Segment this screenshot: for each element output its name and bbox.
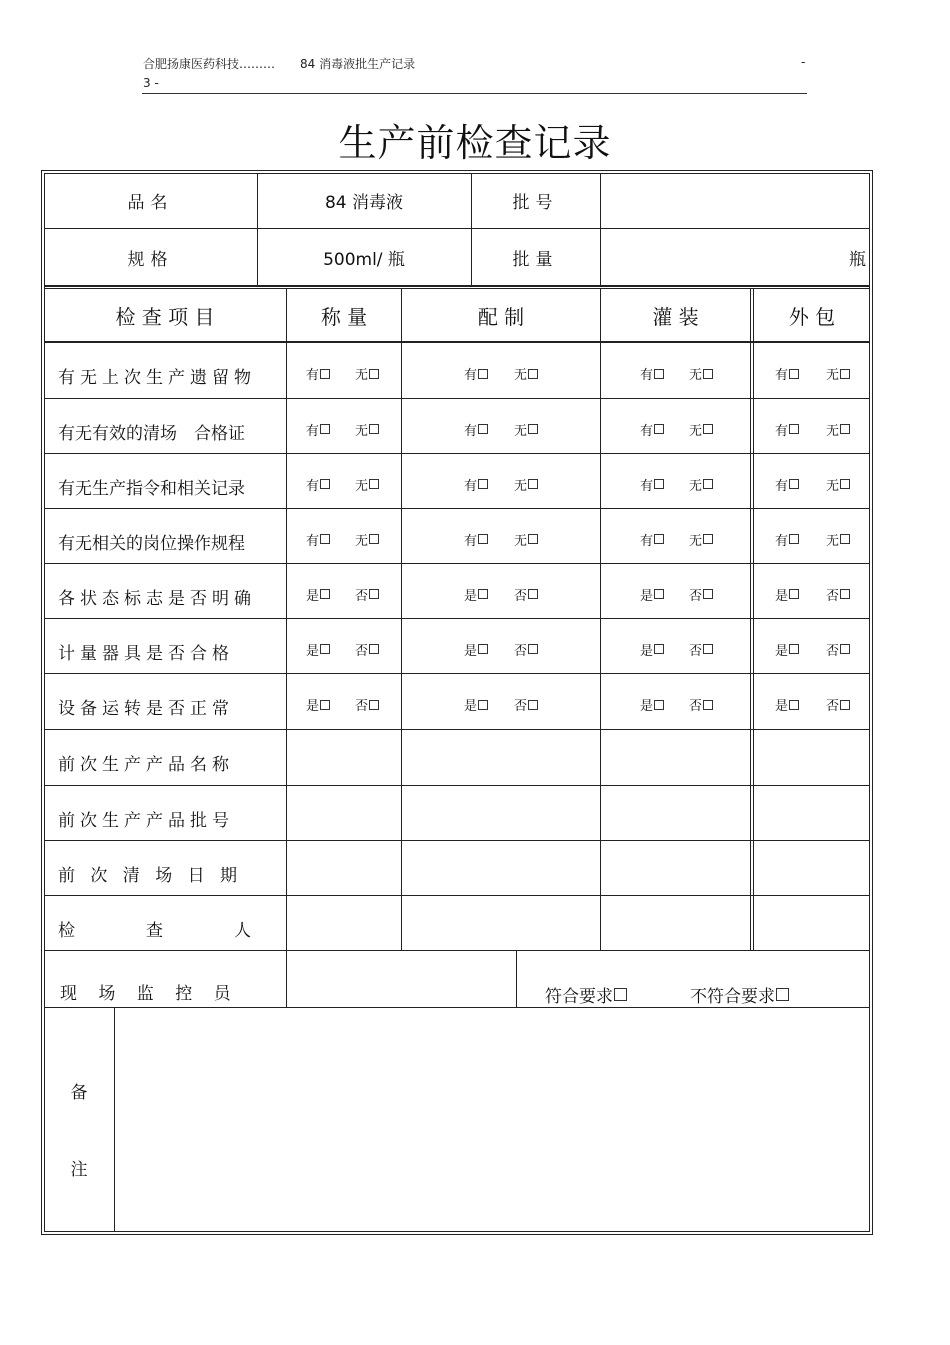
no-checkbox[interactable] xyxy=(510,343,542,398)
batch-quantity-label: 批量 xyxy=(512,249,559,270)
entry-field[interactable] xyxy=(287,841,401,895)
checkbox-square-icon xyxy=(840,644,850,654)
checkbox-square-icon xyxy=(528,534,538,544)
yes-checkbox[interactable] xyxy=(302,509,334,563)
checkbox-label: 是 xyxy=(463,588,477,604)
table-column-divider xyxy=(750,288,751,950)
product-name-label: 品名 xyxy=(127,193,174,213)
yes-checkbox[interactable] xyxy=(771,564,803,618)
checkbox-square-icon xyxy=(320,589,330,599)
no-checkbox[interactable] xyxy=(510,509,542,563)
check-item-label: 有无上次生产遗留物 xyxy=(58,368,256,388)
checkbox-square-icon xyxy=(478,479,488,489)
entry-field[interactable] xyxy=(287,896,401,950)
check-item-label: 前次生产产品名称 xyxy=(58,755,234,775)
page-title: 生产前检查记录 xyxy=(338,121,612,165)
remarks-field[interactable] xyxy=(115,1009,869,1231)
checkbox-label: 是 xyxy=(639,699,653,714)
yes-checkbox[interactable] xyxy=(302,343,334,398)
no-checkbox[interactable] xyxy=(822,509,854,563)
checkbox-square-icon xyxy=(528,479,538,489)
check-item-label: 计量器具是否合格 xyxy=(58,643,234,664)
checkbox-square-icon xyxy=(369,644,379,654)
checkbox-square-icon xyxy=(840,479,850,489)
entry-field[interactable] xyxy=(402,786,600,840)
checkbox-label: 不符合要求 xyxy=(690,987,775,1007)
header-rule xyxy=(142,93,807,94)
check-item-label: 设备运转是否正常 xyxy=(58,699,234,719)
no-checkbox[interactable] xyxy=(685,343,717,398)
checkbox-label: 有 xyxy=(774,368,788,383)
checkbox-label: 有 xyxy=(774,533,788,549)
checkbox-square-icon xyxy=(703,644,713,654)
checkbox-label: 无 xyxy=(825,368,839,383)
checkbox-label: 符合要求 xyxy=(545,987,613,1007)
no-checkbox[interactable] xyxy=(822,343,854,398)
checkbox-square-icon xyxy=(654,534,664,544)
column-header-1: 称 量 xyxy=(320,304,368,329)
checkbox-label: 是 xyxy=(639,643,653,659)
checkbox-square-icon xyxy=(703,369,713,379)
checkbox-square-icon xyxy=(614,988,627,1001)
no-checkbox[interactable] xyxy=(685,619,717,673)
checkbox-square-icon xyxy=(478,644,488,654)
checkbox-square-icon xyxy=(840,424,850,434)
checkbox-square-icon xyxy=(654,589,664,599)
checkbox-square-icon xyxy=(320,534,330,544)
specification-label: 规格 xyxy=(127,249,174,270)
no-checkbox[interactable] xyxy=(510,399,542,453)
checkbox-label: 无 xyxy=(354,423,368,439)
no-checkbox[interactable] xyxy=(685,564,717,618)
yes-checkbox[interactable] xyxy=(771,619,803,673)
checkbox-square-icon xyxy=(654,424,664,434)
check-item-label: 有无有效的清场 合格证 xyxy=(58,423,245,444)
checkbox-square-icon xyxy=(789,424,799,434)
no-checkbox[interactable] xyxy=(510,619,542,673)
checkbox-label: 有 xyxy=(639,478,653,494)
no-checkbox[interactable] xyxy=(351,619,383,673)
checkbox-label: 否 xyxy=(513,643,527,659)
checkbox-square-icon xyxy=(369,369,379,379)
checkbox-square-icon xyxy=(478,700,488,710)
entry-field[interactable] xyxy=(754,730,870,785)
yes-checkbox[interactable] xyxy=(460,564,492,618)
checkbox-label: 无 xyxy=(688,368,702,383)
no-checkbox[interactable] xyxy=(351,399,383,453)
entry-field[interactable] xyxy=(601,896,750,950)
no-checkbox[interactable] xyxy=(351,454,383,508)
checkbox-label: 无 xyxy=(513,533,527,549)
checkbox-label: 否 xyxy=(825,643,839,659)
check-item-label: 前 次 清 场 日 期 xyxy=(58,865,243,886)
yes-checkbox[interactable] xyxy=(771,509,803,563)
entry-field[interactable] xyxy=(402,841,600,895)
yes-checkbox[interactable] xyxy=(460,454,492,508)
remarks-label-char-1: 备 xyxy=(70,1082,88,1103)
checkbox-label: 无 xyxy=(513,478,527,494)
yes-checkbox[interactable] xyxy=(302,619,334,673)
checkbox-label: 是 xyxy=(774,588,788,604)
checkbox-square-icon xyxy=(789,369,799,379)
checkbox-square-icon xyxy=(703,589,713,599)
checkbox-label: 否 xyxy=(513,588,527,604)
column-header-4: 外 包 xyxy=(788,304,836,329)
checkbox-square-icon xyxy=(369,479,379,489)
batch-number-field[interactable] xyxy=(600,173,870,228)
checkbox-label: 是 xyxy=(774,699,788,714)
yes-checkbox[interactable] xyxy=(771,674,803,729)
header-dash: - xyxy=(801,55,806,69)
yes-checkbox[interactable] xyxy=(636,343,668,398)
yes-checkbox[interactable] xyxy=(771,343,803,398)
no-checkbox[interactable] xyxy=(822,619,854,673)
checkbox-square-icon xyxy=(478,424,488,434)
no-checkbox[interactable] xyxy=(351,564,383,618)
checkbox-square-icon xyxy=(654,644,664,654)
checkbox-square-icon xyxy=(789,589,799,599)
checkbox-label: 是 xyxy=(774,643,788,659)
column-header-3: 灌 装 xyxy=(652,304,699,329)
no-checkbox[interactable] xyxy=(510,454,542,508)
yes-checkbox[interactable] xyxy=(636,454,668,508)
checkbox-square-icon xyxy=(703,479,713,489)
entry-field[interactable] xyxy=(287,730,401,785)
checkbox-label: 有 xyxy=(305,423,319,439)
yes-checkbox[interactable] xyxy=(302,399,334,453)
checkbox-square-icon xyxy=(703,700,713,710)
conforms-checkbox[interactable] xyxy=(545,982,627,1007)
entry-field[interactable] xyxy=(601,786,750,840)
checkbox-label: 无 xyxy=(688,423,702,439)
check-item-label: 各状态标志是否明确 xyxy=(58,588,256,609)
checkbox-label: 有 xyxy=(774,423,788,439)
checkbox-label: 否 xyxy=(513,699,527,714)
checkbox-label: 有 xyxy=(305,478,319,494)
checkbox-square-icon xyxy=(703,534,713,544)
checkbox-square-icon xyxy=(528,644,538,654)
checkbox-square-icon xyxy=(369,589,379,599)
remarks-label-char-2: 注 xyxy=(70,1159,88,1180)
checkbox-label: 有 xyxy=(774,478,788,494)
checkbox-square-icon xyxy=(478,534,488,544)
yes-checkbox[interactable] xyxy=(460,399,492,453)
yes-checkbox[interactable] xyxy=(460,343,492,398)
checkbox-label: 是 xyxy=(305,643,319,659)
yes-checkbox[interactable] xyxy=(636,399,668,453)
column-header-2: 配 制 xyxy=(477,304,525,329)
no-checkbox[interactable] xyxy=(510,564,542,618)
no-checkbox[interactable] xyxy=(351,343,383,398)
supervisor-label: 现 场 监 控 员 xyxy=(60,983,239,1004)
checkbox-square-icon xyxy=(776,988,789,1001)
checkbox-label: 无 xyxy=(688,478,702,494)
checkbox-label: 否 xyxy=(354,643,368,659)
checkbox-square-icon xyxy=(320,424,330,434)
header-page-number: 3 - xyxy=(143,76,159,90)
checkbox-label: 是 xyxy=(305,699,319,714)
checkbox-label: 无 xyxy=(825,423,839,439)
yes-checkbox[interactable] xyxy=(771,454,803,508)
checkbox-label: 有 xyxy=(639,368,653,383)
header-document: 84 消毒液批生产记录 xyxy=(300,57,416,71)
checkbox-label: 无 xyxy=(825,533,839,549)
checkbox-square-icon xyxy=(789,700,799,710)
yes-checkbox[interactable] xyxy=(302,454,334,508)
entry-field[interactable] xyxy=(754,896,870,950)
entry-field[interactable] xyxy=(402,730,600,785)
checkbox-square-icon xyxy=(369,424,379,434)
checkbox-square-icon xyxy=(789,644,799,654)
check-item-label: 前次生产产品批号 xyxy=(58,810,234,831)
checkbox-square-icon xyxy=(320,700,330,710)
checkbox-label: 无 xyxy=(513,368,527,383)
yes-checkbox[interactable] xyxy=(771,399,803,453)
no-checkbox[interactable] xyxy=(822,399,854,453)
checkbox-label: 有 xyxy=(305,368,319,383)
checkbox-label: 无 xyxy=(354,478,368,494)
checkbox-square-icon xyxy=(654,479,664,489)
checkbox-square-icon xyxy=(789,534,799,544)
yes-checkbox[interactable] xyxy=(636,564,668,618)
column-header-0: 检 查 项 目 xyxy=(115,304,215,329)
checkbox-square-icon xyxy=(320,479,330,489)
supervisor-divider xyxy=(516,950,517,1007)
not-conforms-checkbox[interactable] xyxy=(690,982,789,1007)
no-checkbox[interactable] xyxy=(685,674,717,729)
no-checkbox[interactable] xyxy=(685,454,717,508)
checkbox-square-icon xyxy=(840,589,850,599)
checkbox-square-icon xyxy=(840,369,850,379)
no-checkbox[interactable] xyxy=(822,564,854,618)
batch-quantity-unit[interactable]: 瓶 xyxy=(849,249,866,270)
checkbox-label: 无 xyxy=(354,533,368,549)
checkbox-label: 否 xyxy=(688,643,702,659)
check-item-label: 有无生产指令和相关记录 xyxy=(58,478,245,499)
checkbox-label: 无 xyxy=(688,533,702,549)
checkbox-square-icon xyxy=(369,700,379,710)
checkbox-label: 是 xyxy=(305,588,319,604)
header-company: 合肥扬康医药科技……… xyxy=(143,57,276,71)
yes-checkbox[interactable] xyxy=(302,564,334,618)
checkbox-square-icon xyxy=(478,589,488,599)
checkbox-square-icon xyxy=(703,424,713,434)
yes-checkbox[interactable] xyxy=(636,509,668,563)
checkbox-square-icon xyxy=(528,589,538,599)
check-item-label: 检 查 人 xyxy=(58,920,256,941)
check-item-label: 有无相关的岗位操作规程 xyxy=(58,533,245,554)
no-checkbox[interactable] xyxy=(510,674,542,729)
yes-checkbox[interactable] xyxy=(636,619,668,673)
checkbox-label: 无 xyxy=(513,423,527,439)
checkbox-label: 否 xyxy=(354,588,368,604)
yes-checkbox[interactable] xyxy=(302,674,334,729)
no-checkbox[interactable] xyxy=(351,674,383,729)
supervisor-bottom-rule xyxy=(44,1007,870,1008)
info-bottom-rule xyxy=(44,285,870,287)
checkbox-square-icon xyxy=(320,369,330,379)
checkbox-square-icon xyxy=(528,369,538,379)
no-checkbox[interactable] xyxy=(822,454,854,508)
checkbox-square-icon xyxy=(320,644,330,654)
entry-field[interactable] xyxy=(601,730,750,785)
checkbox-label: 是 xyxy=(463,699,477,714)
entry-field[interactable] xyxy=(402,896,600,950)
checkbox-square-icon xyxy=(840,534,850,544)
checkbox-label: 无 xyxy=(825,478,839,494)
batch-number-label: 批号 xyxy=(512,193,559,213)
checkbox-square-icon xyxy=(528,700,538,710)
checkbox-label: 否 xyxy=(825,699,839,714)
checkbox-square-icon xyxy=(654,369,664,379)
yes-checkbox[interactable] xyxy=(460,674,492,729)
no-checkbox[interactable] xyxy=(351,509,383,563)
checkbox-label: 有 xyxy=(639,423,653,439)
checkbox-square-icon xyxy=(840,700,850,710)
checkbox-square-icon xyxy=(528,424,538,434)
entry-field[interactable] xyxy=(601,841,750,895)
checkbox-label: 有 xyxy=(639,533,653,549)
checkbox-square-icon xyxy=(789,479,799,489)
checkbox-label: 有 xyxy=(463,533,477,549)
checkbox-label: 是 xyxy=(639,588,653,604)
product-name-value: 84 消毒液 xyxy=(324,193,404,213)
checkbox-label: 是 xyxy=(463,643,477,659)
yes-checkbox[interactable] xyxy=(636,674,668,729)
entry-field[interactable] xyxy=(754,841,870,895)
checkbox-label: 无 xyxy=(354,368,368,383)
no-checkbox[interactable] xyxy=(822,674,854,729)
checkbox-label: 否 xyxy=(825,588,839,604)
checkbox-square-icon xyxy=(654,700,664,710)
checkbox-label: 否 xyxy=(688,588,702,604)
checkbox-label: 有 xyxy=(463,368,477,383)
checkbox-label: 有 xyxy=(463,478,477,494)
checkbox-square-icon xyxy=(369,534,379,544)
checkbox-label: 否 xyxy=(354,699,368,714)
supervisor-signature-field[interactable] xyxy=(287,951,516,1007)
checkbox-square-icon xyxy=(478,369,488,379)
no-checkbox[interactable] xyxy=(685,399,717,453)
entry-field[interactable] xyxy=(754,786,870,840)
specification-value: 500ml/ 瓶 xyxy=(323,249,405,270)
checkbox-label: 否 xyxy=(688,699,702,714)
yes-checkbox[interactable] xyxy=(460,509,492,563)
checkbox-label: 有 xyxy=(305,533,319,549)
no-checkbox[interactable] xyxy=(685,509,717,563)
yes-checkbox[interactable] xyxy=(460,619,492,673)
checkbox-label: 有 xyxy=(463,423,477,439)
entry-field[interactable] xyxy=(287,786,401,840)
